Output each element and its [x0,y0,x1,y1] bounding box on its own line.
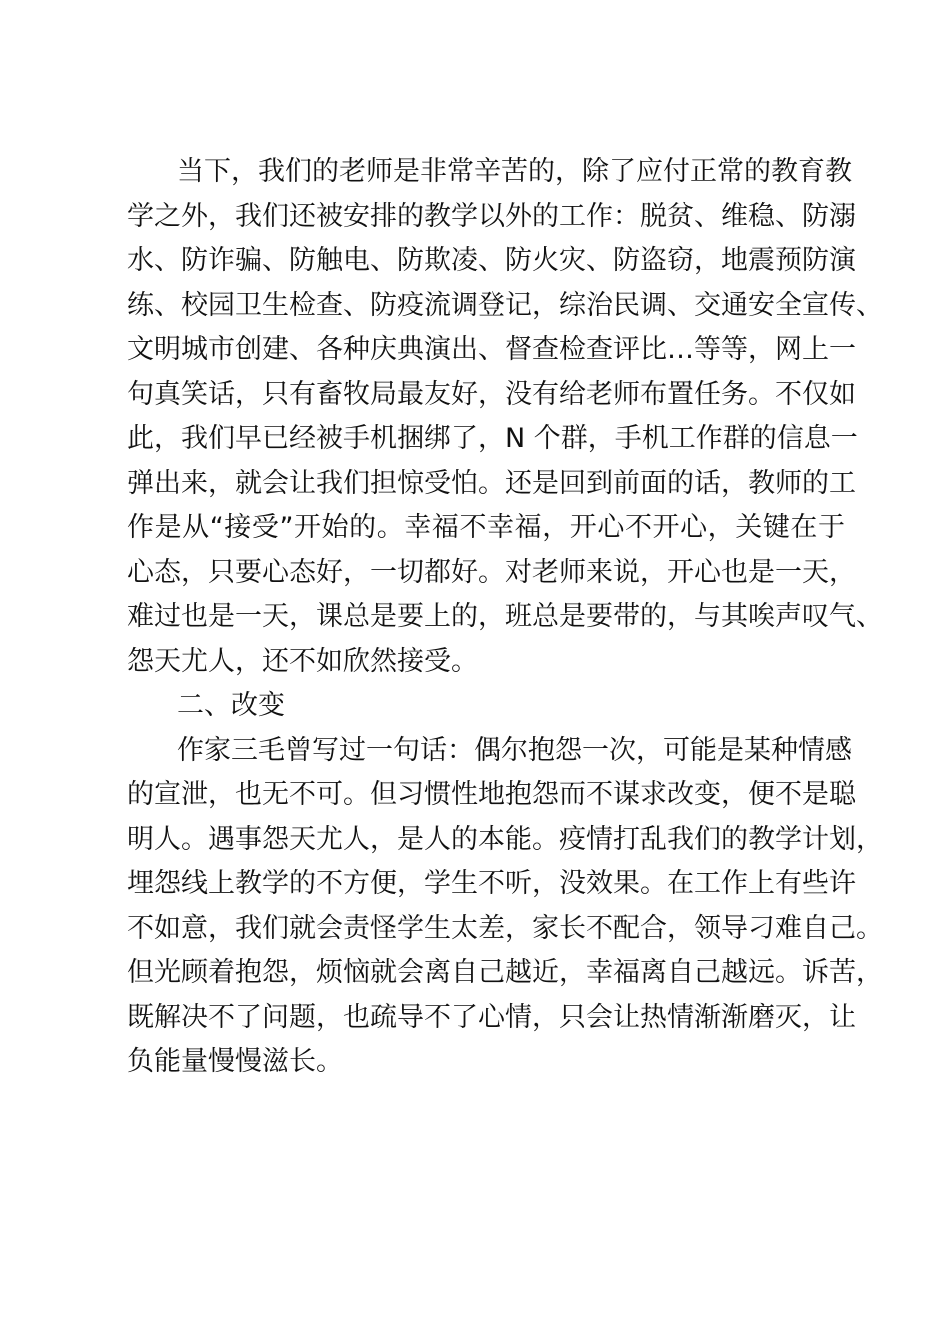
text-line: 此，我们早已经被手机捆绑了，N 个群，手机工作群的信息一 [127,423,858,454]
text-line: 心态，只要心态好，一切都好。对老师来说，开心也是一天， [127,556,856,588]
text-line: 明人。遇事怨天尤人，是人的本能。疫情打乱我们的教学计划， [127,823,883,855]
document-body [127,150,883,1085]
text-line: 不如意，我们就会责怪学生太差，家长不配合，领导刁难自己。 [127,912,883,944]
text-line: 文明城市创建、各种庆典演出、督查检查评比…等等，网上一 [127,334,856,365]
text-line: 句真笑话，只有畜牧局最友好，没有给老师布置任务。不仅如 [127,378,856,410]
text-line: 当下，我们的老师是非常辛苦的，除了应付正常的教育教 [177,156,852,187]
text-line: 作家三毛曾写过一句话：偶尔抱怨一次，可能是某种情感 [177,734,852,766]
section-heading-text: 二、改变 [177,690,285,721]
text-line: 负能量慢慢滋长。 [127,1046,343,1077]
text-line: 弹出来，就会让我们担惊受怕。还是回到前面的话，教师的工 [127,467,856,499]
text-line: 埋怨线上教学的不方便，学生不听，没效果。在工作上有些许 [127,868,856,899]
text-line: 难过也是一天，课总是要上的，班总是要带的，与其唉声叹气、 [127,601,883,632]
text-line: 既解决不了问题，也疏导不了心情，只会让热情渐渐磨灭，让 [127,1001,856,1033]
text-line: 怨天尤人，还不如欣然接受。 [127,645,478,677]
text-line: 但光顾着抱怨，烦恼就会离自己越近，幸福离自己越远。诉苦， [127,957,883,988]
text-line: 的宣泄，也无不可。但习惯性地抱怨而不谋求改变，便不是聪 [127,779,856,810]
text-line: 作是从“接受”开始的。幸福不幸福，开心不开心，关键在于 [127,512,845,543]
text-line: 练、校园卫生检查、防疫流调登记，综治民调、交通安全宣传、 [127,289,883,321]
paragraph-change [127,729,883,1085]
paragraph-intro [127,150,883,684]
text-line: 水、防诈骗、防触电、防欺凌、防火灾、防盗窃，地震预防演 [127,245,856,276]
text-line: 学之外，我们还被安排的教学以外的工作：脱贫、维稳、防溺 [127,200,856,232]
section-heading [127,684,845,729]
